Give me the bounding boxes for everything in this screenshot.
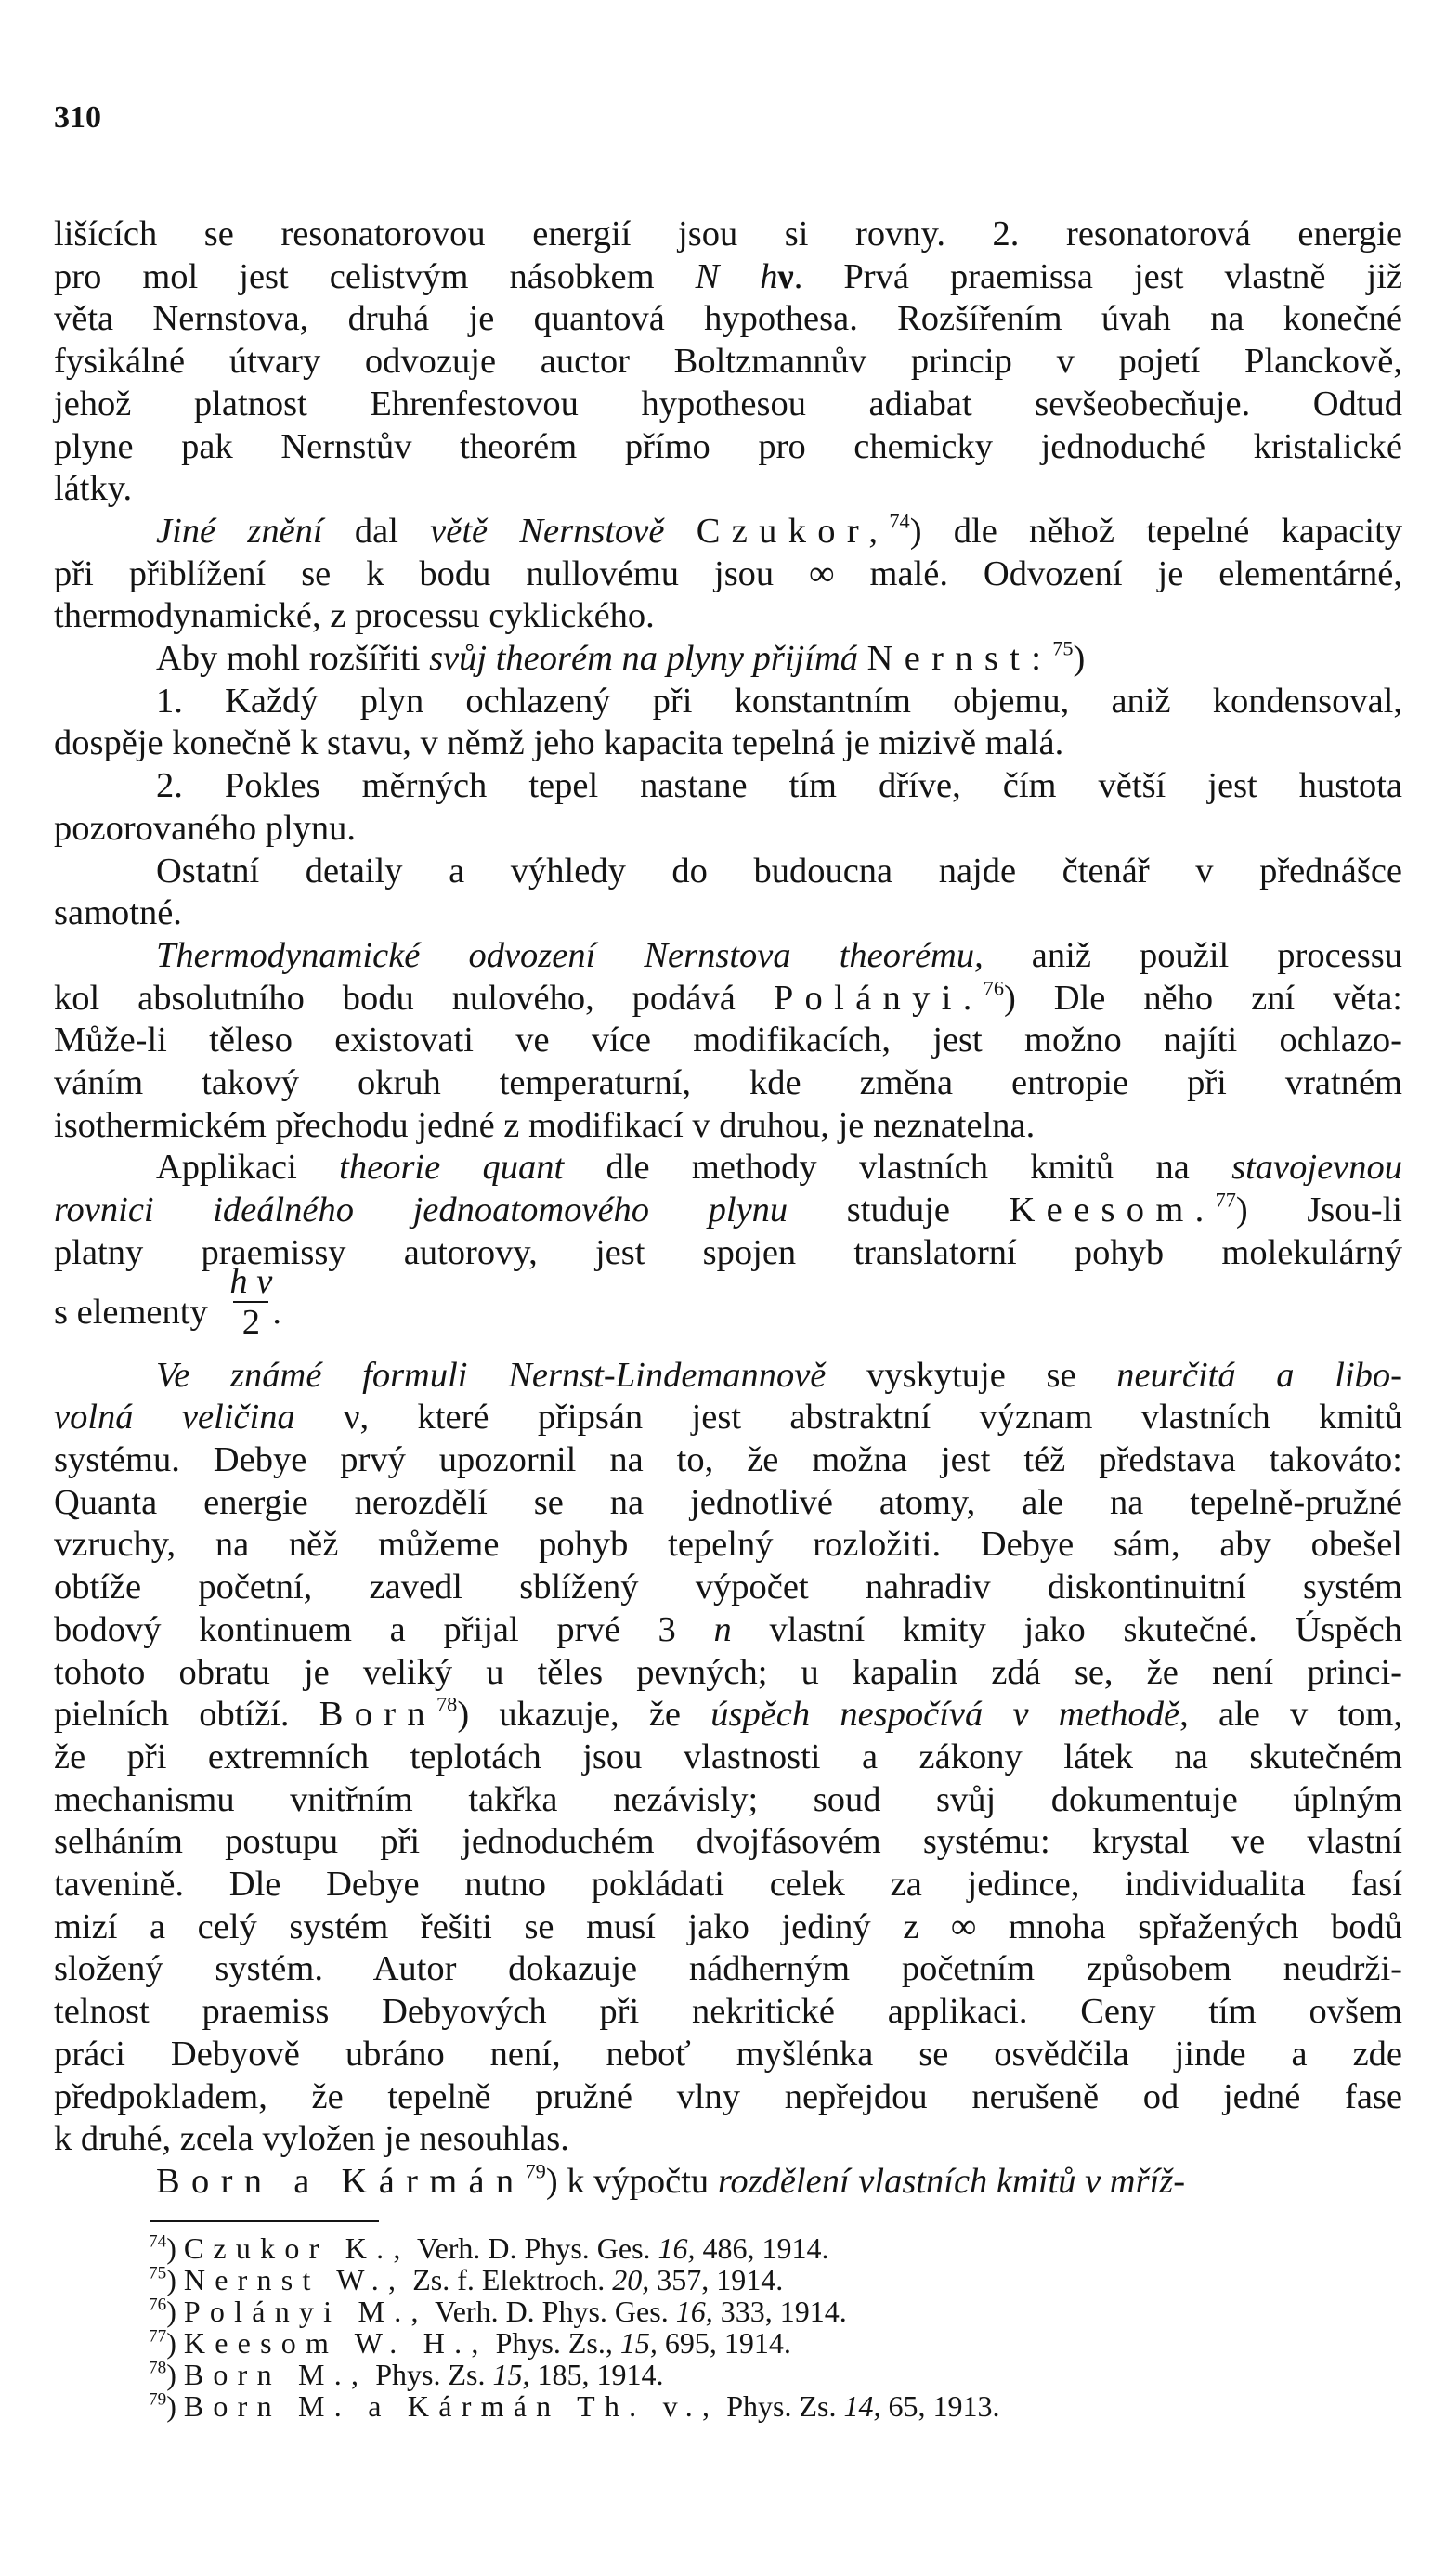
- text-run: theorie quant: [339, 1148, 565, 1188]
- fraction-formula: [229, 1262, 272, 1342]
- footnote-ref: 79: [525, 2159, 546, 2183]
- text-line: [54, 978, 1402, 1021]
- text-run: dal: [322, 511, 431, 551]
- text-line: [54, 765, 1402, 808]
- footnote-author: Born M. a Kármán Th. v.,: [183, 2389, 720, 2423]
- spaced-name: Nernst:: [866, 639, 1053, 679]
- body-text: [54, 214, 1402, 2204]
- text-line: [54, 851, 1402, 893]
- text-run: n: [713, 1609, 732, 1649]
- text-line: [54, 1609, 1402, 1652]
- text-line: [54, 1524, 1402, 1567]
- spaced-name: Keesom.: [1009, 1190, 1216, 1230]
- text-line: [54, 1190, 1402, 1232]
- text-run: dle methody vlastních kmitů na: [564, 1148, 1232, 1188]
- footnote-volume: 16,: [658, 2231, 696, 2265]
- text-run: 2. Pokles měrných tepel nastane tím dříve, čím větší jest hustota: [156, 766, 1402, 806]
- text-run: Jiné znění: [156, 511, 323, 551]
- text-run: Quanta energie nerozdělí se na jednotlivé atomy, ale na tepelně-pružné: [54, 1482, 1402, 1522]
- text-run: ) k výpočtu: [545, 2161, 718, 2201]
- footnote-source: Phys. Zs.: [719, 2389, 844, 2423]
- text-line: [54, 2076, 1402, 2119]
- footnote-author: Keesom W. H.,: [183, 2326, 489, 2360]
- text-line: [54, 384, 1402, 426]
- footnote: [149, 2390, 1347, 2422]
- text-run: vyskytuje se: [826, 1355, 1117, 1395]
- text-line: [54, 595, 1402, 638]
- text-line: [54, 2118, 1402, 2161]
- text-run: .: [272, 1292, 281, 1332]
- text-run: lišících se resonatorovou energií jsou si rovny. 2. resonatorová energie: [54, 215, 1402, 254]
- text-line: [54, 1864, 1402, 1906]
- footnote-number: 78: [149, 2358, 167, 2378]
- footnote-pages: 486, 1914.: [695, 2231, 829, 2265]
- footnote-paren: ): [166, 2326, 184, 2360]
- text-line: [54, 426, 1402, 469]
- text-run: vlastní kmity jako skutečné. Úspěch: [731, 1609, 1402, 1649]
- text-run: samotné.: [54, 893, 182, 933]
- footnote-ref: 76: [983, 976, 1004, 1000]
- text-line: [54, 1737, 1402, 1779]
- text-run: ) Jsou-li: [1235, 1190, 1402, 1230]
- text-line: [54, 1652, 1402, 1695]
- paragraph: [54, 681, 1402, 765]
- text-run: ν: [777, 256, 794, 296]
- text-line: [54, 1821, 1402, 1864]
- footnote: [149, 2264, 1347, 2296]
- fraction-denominator: 2: [241, 1302, 260, 1342]
- text-run: platny praemissy autorovy, jest spojen translatorní pohyb molekulárný: [54, 1232, 1402, 1272]
- text-line: [54, 1105, 1402, 1148]
- text-run: isothermickém přechodu jedné z modifikací v druhou, je neznatelna.: [54, 1105, 1036, 1145]
- text-run: volná veličina: [54, 1398, 295, 1438]
- text-line: [54, 1147, 1402, 1190]
- text-run: látky.: [54, 469, 133, 509]
- text-run: mechanismu vnitřním takřka nezávisly; soud svůj dokumentuje úplným: [54, 1779, 1402, 1819]
- footnote-pages: 357, 1914.: [649, 2263, 784, 2296]
- text-line: [54, 1906, 1402, 1949]
- text-run: tavenině. Dle Debye nutno pokládati celek za jedince, individualita fasí: [54, 1865, 1402, 1905]
- footnote-pages: 65, 1913.: [880, 2389, 1000, 2423]
- footnote-source: Verh. D. Phys. Ges.: [427, 2295, 676, 2328]
- paragraph: [54, 1355, 1402, 2161]
- paragraph: [54, 214, 1402, 511]
- footnote-ref: 78: [436, 1692, 458, 1716]
- text-line: [54, 1991, 1402, 2034]
- footnote-volume: 15,: [492, 2358, 530, 2391]
- footnote-source: Phys. Zs.: [368, 2358, 493, 2391]
- text-run: telnost praemiss Debyových při nekritické applikaci. Ceny tím ovšem: [54, 1992, 1402, 2032]
- text-line: [54, 892, 1402, 935]
- text-run: 1. Každý plyn ochlazený při konstantním objemu, aniž kondensoval,: [156, 681, 1402, 721]
- text-line: [54, 256, 1402, 299]
- text-line: [54, 1779, 1402, 1822]
- text-line: [54, 1355, 1402, 1398]
- text-line: [54, 1020, 1402, 1062]
- text-run: rovnici ideálného jednoatomového plynu: [54, 1190, 788, 1230]
- text-line: [54, 1567, 1402, 1609]
- text-run: tohoto obratu je veliký u těles pevných; u kapalin zdá se, že není princi-: [54, 1652, 1402, 1692]
- text-run: [664, 512, 696, 551]
- paragraph: [54, 851, 1402, 935]
- footnote-volume: 14,: [843, 2389, 881, 2423]
- footnote-number: 76: [149, 2295, 167, 2315]
- paragraph: [54, 1147, 1402, 1354]
- text-run: stavojevnou: [1231, 1148, 1403, 1188]
- text-run: plyne pak Nernstův theorém přímo pro chemicky jednoduché kristalické: [54, 426, 1402, 466]
- footnote: [149, 2296, 1347, 2327]
- footnote-source: Zs. f. Elektroch.: [405, 2263, 613, 2296]
- paragraph: [54, 2161, 1402, 2204]
- paragraph: [54, 935, 1402, 1148]
- text-run: Aby mohl rozšířiti: [156, 639, 430, 679]
- page-number: 310: [54, 100, 101, 135]
- text-line: [54, 808, 1402, 851]
- footnote-number: 75: [149, 2263, 167, 2283]
- text-run: . Prvá praemissa jest vlastně již: [793, 256, 1402, 296]
- text-run: ) ukazuje, že: [457, 1695, 711, 1735]
- footnote-source: Verh. D. Phys. Ges.: [410, 2231, 658, 2265]
- text-line: [54, 935, 1402, 978]
- footnotes: [149, 2232, 1347, 2422]
- text-run: kol absolutního bodu nulového, podává: [54, 978, 774, 1018]
- text-run: Ostatní detaily a výhledy do budoucna najde čtenář v přednášce: [156, 851, 1402, 891]
- text-run: Applikaci: [156, 1148, 340, 1188]
- text-line: [54, 1261, 1402, 1355]
- text-run: aniž použil processu: [983, 935, 1402, 975]
- text-line: [54, 1439, 1402, 1482]
- text-line: [54, 468, 1402, 511]
- footnote: [149, 2327, 1347, 2359]
- footnote-paren: ): [166, 2358, 184, 2391]
- text-run: práci Debyově ubráno není, neboť myšlénka se osvědčila jinde a zde: [54, 2034, 1402, 2074]
- text-run: váním takový okruh temperaturní, kde změna entropie při vratném: [54, 1063, 1402, 1103]
- text-line: [54, 298, 1402, 341]
- footnote-author: Nernst W.,: [183, 2263, 406, 2296]
- footnote-volume: 20,: [612, 2263, 650, 2296]
- text-run: Může-li těleso existovati ve více modifikacích, jest možno najíti ochlazo-: [54, 1021, 1402, 1060]
- text-line: [54, 1948, 1402, 1991]
- text-run: , ale v tom,: [1179, 1695, 1402, 1735]
- text-run: obtíže početní, zavedl sblížený výpočet nahradiv diskontinuitní systém: [54, 1568, 1402, 1607]
- text-run: úspěch nespočívá v methodě: [710, 1695, 1180, 1735]
- text-run: věta Nernstova, druhá je quantová hypothesa. Rozšířením úvah na konečné: [54, 299, 1402, 339]
- footnote-paren: ): [166, 2263, 184, 2296]
- footnote-paren: ): [166, 2389, 184, 2423]
- text-line: [54, 722, 1402, 765]
- text-run: dospěje konečně k stavu, v němž jeho kapacita tepelná je mizivě malá.: [54, 723, 1064, 763]
- footnote-separator: [150, 2220, 379, 2222]
- text-run: Thermodynamické odvození Nernstova theorému,: [156, 935, 984, 975]
- text-run: ) Dle něho zní věta:: [1003, 978, 1402, 1018]
- footnote: [149, 2232, 1347, 2264]
- footnote-author: Polányi M.,: [183, 2295, 428, 2328]
- text-run: s elementy: [54, 1292, 217, 1332]
- text-line: [54, 511, 1402, 553]
- text-run: Ve známé formuli Nernst-Lindemannově: [156, 1355, 827, 1395]
- footnote-ref: 75: [1052, 636, 1074, 660]
- spaced-name: Born: [319, 1695, 436, 1735]
- text-run: k druhé, zcela vyložen je nesouhlas.: [54, 2119, 569, 2159]
- text-run: předpokladem, že tepelně pružné vlny nepřejdou nerušeně od jedné fase: [54, 2076, 1402, 2116]
- footnote-pages: 333, 1914.: [712, 2295, 847, 2328]
- text-run: fysikálné útvary odvozuje auctor Boltzmannův princip v pojetí Planckově,: [54, 342, 1402, 382]
- text-run: [858, 639, 867, 678]
- footnote-author: Czukor K.,: [183, 2231, 410, 2265]
- text-run: mizí a celý systém řešiti se musí jako jediný z ∞ mnoha spřažených bodů: [54, 1906, 1402, 1946]
- footnote-volume: 15,: [619, 2326, 658, 2360]
- text-run: rozdělení vlastních kmitů v mříž-: [717, 2161, 1186, 2201]
- text-line: [54, 1482, 1402, 1525]
- paragraph: [54, 765, 1402, 850]
- text-run: pro mol jest celistvým násobkem: [54, 256, 696, 296]
- text-line: [54, 1694, 1402, 1737]
- text-line: [54, 638, 1402, 681]
- text-run: vzruchy, na něž můžeme pohyb tepelný rozložiti. Debye sám, aby obešel: [54, 1525, 1402, 1565]
- spaced-name: Czukor,: [696, 511, 890, 551]
- text-line: [54, 341, 1402, 384]
- text-run: N h: [695, 256, 778, 296]
- text-run: selháním postupu při jednoduchém dvojfásovém systému: krystal ve vlastní: [54, 1822, 1402, 1862]
- text-run: systému. Debye prvý upozornil na to, že možna jest též představa takováto:: [54, 1439, 1402, 1479]
- text-run: ν, které připsán jest abstraktní význam vlastních kmitů: [294, 1398, 1403, 1438]
- footnote-author: Born M.,: [183, 2358, 369, 2391]
- footnote: [149, 2359, 1347, 2390]
- footnote-ref: 74: [889, 509, 910, 533]
- text-run: pozorovaného plynu.: [54, 808, 357, 848]
- footnote-number: 74: [149, 2231, 167, 2252]
- text-line: [54, 1397, 1402, 1439]
- footnote-source: Phys. Zs.,: [488, 2326, 620, 2360]
- text-run: při přiblížení se k bodu nullovému jsou ∞ malé. Odvození je elementárné,: [54, 553, 1402, 593]
- footnote-number: 77: [149, 2326, 167, 2347]
- paragraph: [54, 638, 1402, 681]
- footnote-pages: 185, 1914.: [529, 2358, 664, 2391]
- text-line: [54, 2161, 1402, 2204]
- text-run: větě Nernstově: [430, 511, 665, 551]
- fraction-numerator: h ν: [229, 1261, 273, 1301]
- spaced-name: Polányi.: [773, 978, 984, 1018]
- footnote-paren: ): [166, 2231, 184, 2265]
- text-run: svůj theorém na plyny přijímá: [429, 639, 859, 679]
- text-run: thermodynamické, z processu cyklického.: [54, 596, 655, 636]
- text-run: pielních obtíží.: [54, 1695, 319, 1735]
- footnote-pages: 695, 1914.: [657, 2326, 791, 2360]
- text-line: [54, 214, 1402, 256]
- paragraph: [54, 511, 1402, 638]
- footnote-volume: 16,: [675, 2295, 713, 2328]
- text-line: [54, 1062, 1402, 1105]
- footnote-paren: ): [166, 2295, 184, 2328]
- text-line: [54, 2034, 1402, 2076]
- text-run: ) dle něhož tepelné kapacity: [909, 511, 1403, 551]
- text-run: ): [1073, 639, 1086, 679]
- text-line: [54, 681, 1402, 723]
- footnote-ref: 77: [1215, 1188, 1236, 1212]
- text-run: bodový kontinuem a přijal prvé 3: [54, 1609, 714, 1649]
- text-line: [54, 553, 1402, 596]
- text-run: studuje: [788, 1190, 1010, 1230]
- text-run: že při extremních teplotách jsou vlastnosti a zákony látek na skutečném: [54, 1737, 1402, 1776]
- text-run: neurčitá a libo-: [1116, 1355, 1402, 1395]
- spaced-name: Born a Kármán: [156, 2161, 526, 2201]
- text-run: jehož platnost Ehrenfestovou hypothesou adiabat sevšeobecňuje. Odtud: [54, 384, 1402, 423]
- footnote-number: 79: [149, 2389, 167, 2410]
- text-run: složený systém. Autor dokazuje nádherným početním způsobem neudrži-: [54, 1949, 1402, 1989]
